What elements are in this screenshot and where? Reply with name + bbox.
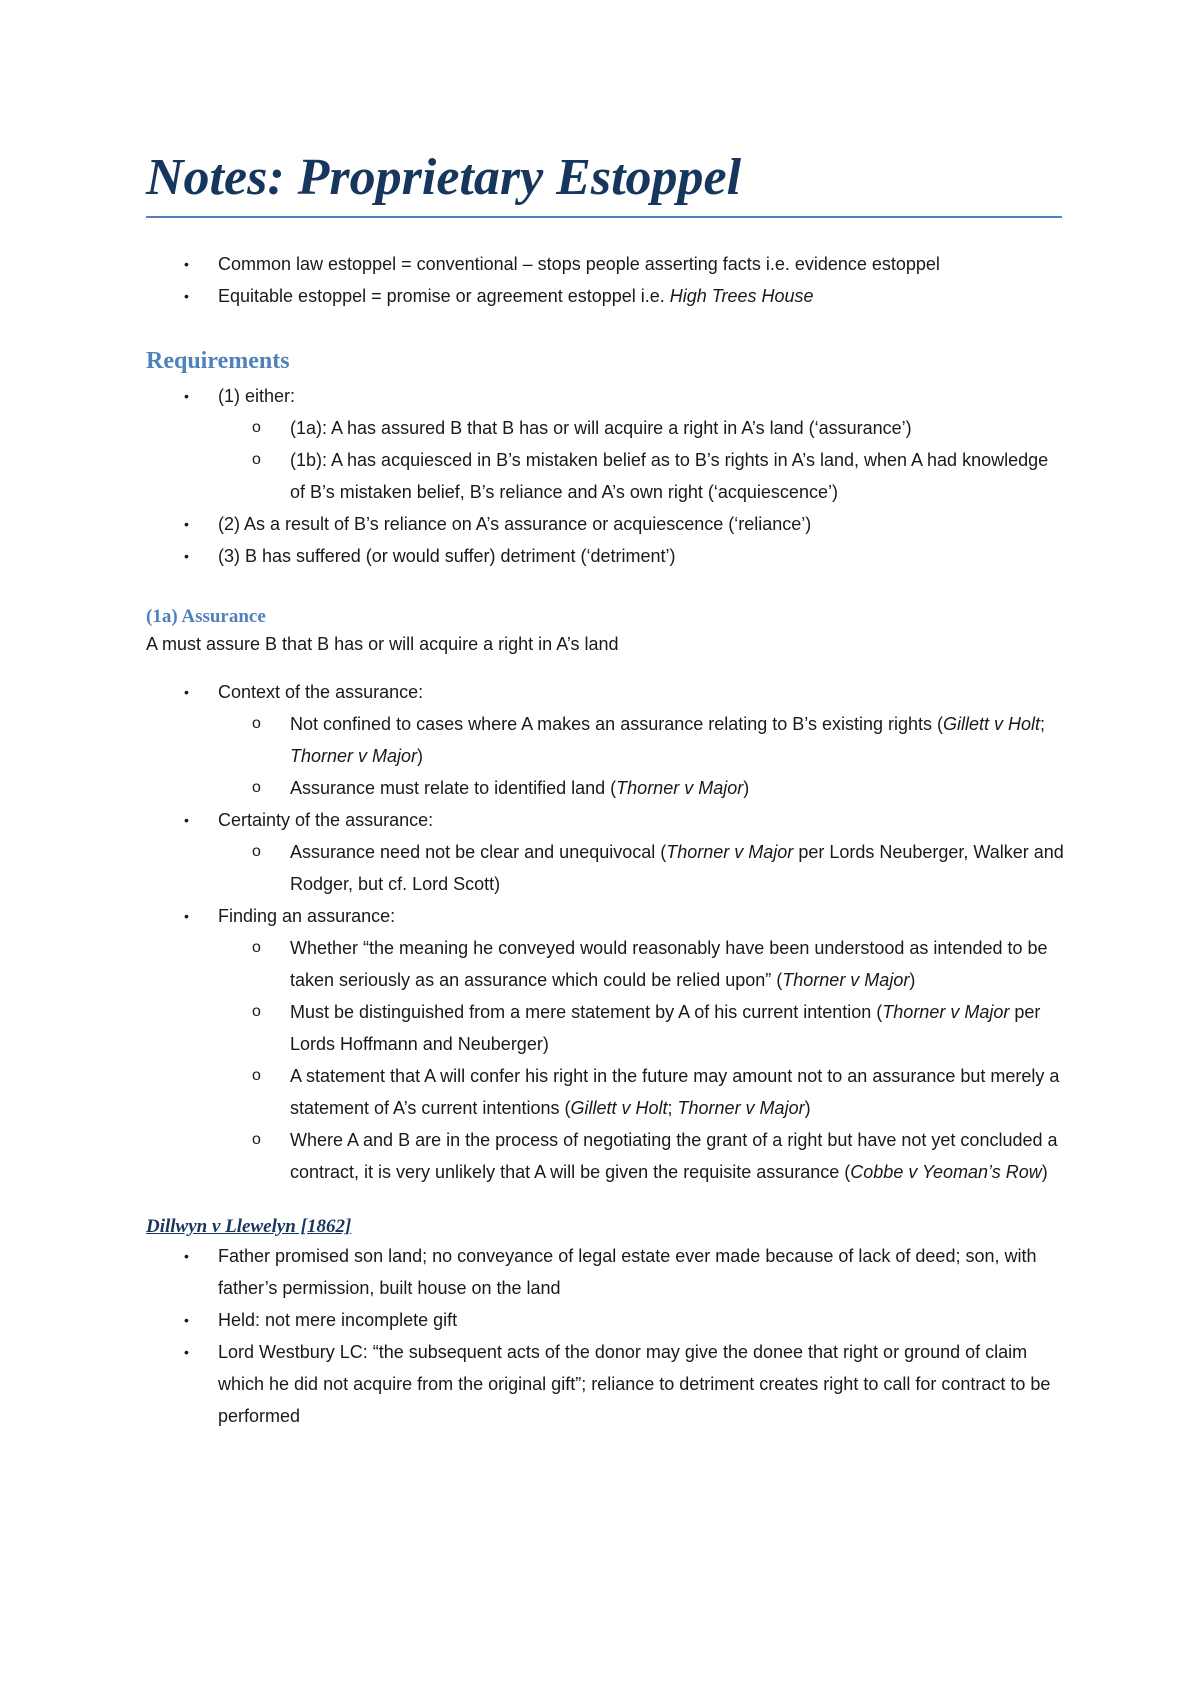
case-citation: Thorner v Major: [677, 1098, 805, 1118]
requirements-heading: Requirements: [146, 348, 290, 374]
assurance-heading: (1a) Assurance: [146, 606, 266, 627]
sub-list: [218, 836, 1066, 900]
bullet-icon: •: [184, 812, 189, 828]
intro-list: [146, 248, 1066, 312]
case-citation: Thorner v Major: [616, 778, 744, 798]
list-item: [146, 540, 1066, 572]
list-item-text: Finding an assurance:: [218, 906, 396, 926]
requirements-list: [146, 380, 1066, 572]
list-item-text: Not confined to cases where A makes an assurance relating to B’s existing rights (Gillett v Holt; Thorner v Major): [290, 714, 1046, 766]
case-citation: Cobbe v Yeoman’s Row: [850, 1162, 1042, 1182]
list-item-text: (2) As a result of B’s reliance on A’s assurance or acquiescence (‘reliance’): [218, 514, 812, 534]
sub-list-item: [218, 412, 1066, 444]
bullet-icon: •: [184, 908, 189, 924]
list-item: [146, 676, 1066, 804]
list-item-text: Context of the assurance:: [218, 682, 424, 702]
list-item-text: A statement that A will confer his right in the future may amount not to an assurance but merely a statement of A’s current intentions (Gillett v Holt; Thorner v Major): [290, 1066, 1060, 1118]
bullet-icon: •: [184, 684, 189, 700]
bullet-icon: o: [252, 1003, 261, 1020]
bullet-icon: •: [184, 288, 189, 304]
list-item: [146, 380, 1066, 508]
bullet-icon: o: [252, 939, 261, 956]
list-item-text: Father promised son land; no conveyance of legal estate ever made because of lack of deed; son, with father’s permission, built house on the land: [218, 1246, 1037, 1298]
page-title: Notes: Proprietary Estoppel: [146, 149, 742, 206]
list-item-text: Where A and B are in the process of negotiating the grant of a right but have not yet concluded a contract, it is very unlikely that A will be given the requisite assurance (Cobbe v Yeoman’s Row): [290, 1130, 1058, 1182]
sub-list-item: [218, 1124, 1066, 1188]
bullet-icon: •: [184, 256, 189, 272]
list-item-text: Held: not mere incomplete gift: [218, 1310, 458, 1330]
bullet-icon: •: [184, 548, 189, 564]
bullet-icon: •: [184, 516, 189, 532]
bullet-icon: o: [252, 843, 261, 860]
bullet-icon: •: [184, 388, 189, 404]
assurance-lead: A must assure B that B has or will acquire a right in A’s land: [146, 634, 619, 654]
case-citation: High Trees House: [669, 286, 814, 306]
document-body: [146, 148, 1066, 1432]
list-item-text: (3) B has suffered (or would suffer) detriment (‘detriment’): [218, 546, 676, 566]
list-item-text: Lord Westbury LC: “the subsequent acts of the donor may give the donee that right or ground of claim which he did not acquire from the original gift”; reliance to detriment creates right to call for contract to be performed: [218, 1342, 1051, 1426]
list-item-text: Must be distinguished from a mere statement by A of his current intention (Thorner v Major per Lords Hoffmann and Neuberger): [290, 1002, 1041, 1054]
bullet-icon: o: [252, 451, 261, 468]
sub-list-item: [218, 708, 1066, 772]
list-item-text: Assurance must relate to identified land (Thorner v Major): [290, 778, 750, 798]
case-list: [146, 1240, 1066, 1432]
case-citation: Gillett v Holt: [570, 1098, 668, 1118]
sub-list: [218, 412, 1066, 508]
case-citation: Thorner v Major: [290, 746, 418, 766]
list-item: [146, 1240, 1066, 1304]
case-citation: Gillett v Holt: [943, 714, 1041, 734]
bullet-icon: •: [184, 1312, 189, 1328]
sub-list-item: [218, 996, 1066, 1060]
list-item: [146, 248, 1066, 280]
list-item-text: Common law estoppel = conventional – stops people asserting facts i.e. evidence estoppel: [218, 254, 940, 274]
list-item-text: (1) either:: [218, 386, 296, 406]
case-citation: Thorner v Major: [882, 1002, 1010, 1022]
sub-list: [218, 708, 1066, 804]
bullet-icon: •: [184, 1248, 189, 1264]
assurance-list: [146, 676, 1066, 1188]
sub-list-item: [218, 444, 1066, 508]
sub-list-item: [218, 932, 1066, 996]
list-item: [146, 900, 1066, 1188]
list-item: [146, 1336, 1066, 1432]
sub-list-item: [218, 836, 1066, 900]
list-item: [146, 508, 1066, 540]
list-item-text: (1b): A has acquiesced in B’s mistaken belief as to B’s rights in A’s land, when A had knowledge of B’s mistaken belief, B’s reliance and A’s own right (‘acquiescence’): [290, 450, 1049, 502]
list-item: [146, 280, 1066, 312]
list-item-text: Certainty of the assurance:: [218, 810, 434, 830]
sub-list-item: [218, 772, 1066, 804]
case-heading: Dillwyn v Llewelyn [1862]: [146, 1216, 352, 1237]
bullet-icon: o: [252, 1131, 261, 1148]
list-item-text: Equitable estoppel = promise or agreement estoppel i.e. High Trees House: [218, 286, 814, 306]
case-citation: Thorner v Major: [782, 970, 910, 990]
bullet-icon: •: [184, 1344, 189, 1360]
list-item: [146, 1304, 1066, 1336]
list-item-text: Assurance need not be clear and unequivocal (Thorner v Major per Lords Neuberger, Walker and Rodger, but cf. Lord Scott): [290, 842, 1064, 894]
bullet-icon: o: [252, 715, 261, 732]
case-citation: Thorner v Major: [666, 842, 794, 862]
sub-list: [218, 932, 1066, 1188]
list-item: [146, 804, 1066, 900]
list-item-text: Whether “the meaning he conveyed would reasonably have been understood as intended to be taken seriously as an assurance which could be relied upon” (Thorner v Major): [290, 938, 1048, 990]
sub-list-item: [218, 1060, 1066, 1124]
bullet-icon: o: [252, 419, 261, 436]
bullet-icon: o: [252, 1067, 261, 1084]
bullet-icon: o: [252, 779, 261, 796]
list-item-text: (1a): A has assured B that B has or will acquire a right in A’s land (‘assurance’): [290, 418, 912, 438]
